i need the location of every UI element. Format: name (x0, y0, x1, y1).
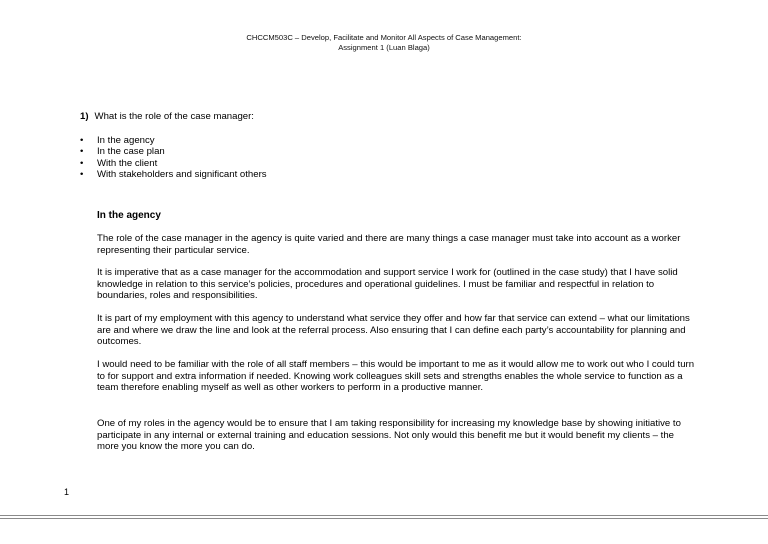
footer-divider (0, 515, 768, 516)
paragraph: It is part of my employment with this agency to understand what service they offer and how far that service can extend – what our limitations are and where we draw the line and look at the referral process. Also ensuring that I can define each party’s accountability for planning and outcomes. (97, 313, 690, 348)
bullet-icon: • (80, 146, 84, 158)
list-item (80, 135, 267, 146)
question-number: 1) (80, 111, 89, 122)
section-title: In the agency (97, 210, 161, 221)
list-item-text: With stakeholders and significant others (97, 169, 267, 181)
bullet-icon: • (80, 169, 84, 181)
list-item (80, 169, 267, 180)
question-text: What is the role of the case manager: (94, 111, 254, 122)
bullet-icon: • (80, 135, 84, 146)
list-item-text: In the case plan (97, 146, 165, 158)
list-item-text: In the agency (97, 135, 155, 146)
bullet-icon: • (80, 157, 84, 169)
page-number: 1 (64, 487, 70, 497)
list-item-text: With the client (97, 157, 158, 169)
document-header-subtitle: Assignment 1 (Luan Blaga) (338, 43, 430, 52)
question-heading (80, 111, 254, 122)
list-item (80, 158, 267, 169)
document-header-title: CHCCM503C – Develop, Facilitate and Monitor All Aspects of Case Management: (246, 33, 522, 42)
paragraph: It is imperative that as a case manager for the accommodation and support service I work for (outlined in the case study) that I have solid knowledge in relation to this service’s policies, procedures and operational guidelines. I must be familiar and respectful in relation to boundaries, roles and responsibilities. (97, 267, 678, 302)
list-item (80, 146, 267, 157)
footer-divider (0, 518, 768, 519)
paragraph: I would need to be familiar with the role of all staff members – this would be important to me as it would allow me to work out who I could turn to for support and extra information if needed. Knowing work colleagues skill sets and strengths enables the whole service to function as a team therefore enabling myself as well as other workers to perform in a productive manner. (97, 359, 695, 394)
paragraph: One of my roles in the agency would be to ensure that I am taking responsibility for increasing my knowledge base by showing initiative to participate in any internal or external training and education sessions. Not only would this benefit me but it would benefit my clients – the more you know the more you can do. (97, 418, 681, 453)
bullet-list (80, 135, 267, 181)
paragraph: The role of the case manager in the agency is quite varied and there are many things a case manager must take into account as a worker representing their particular service. (97, 233, 681, 256)
